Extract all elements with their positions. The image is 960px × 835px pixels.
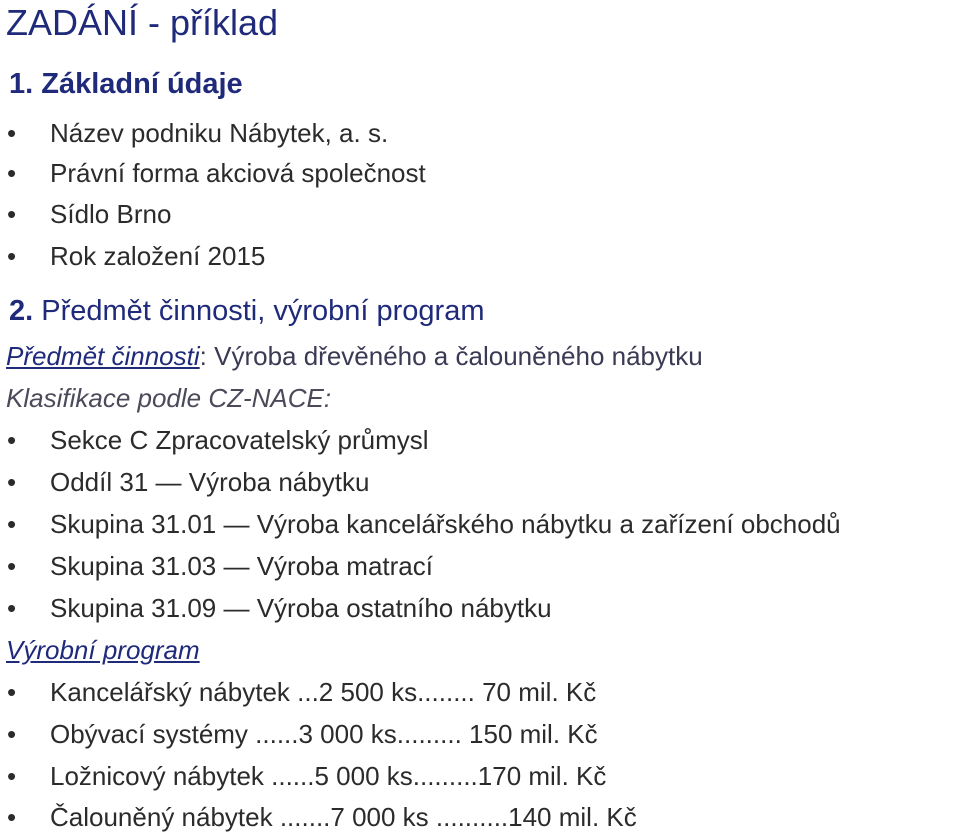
list-item-text: Obývací systémy ......3 000 ks......... 150 mil. Kč — [50, 719, 598, 749]
section-2-number: 2. — [9, 295, 34, 327]
page-title: ZADÁNÍ - příklad — [6, 2, 279, 43]
list-item-text: Sekce C Zpracovatelský průmysl — [50, 425, 429, 455]
bullet-icon: • — [7, 719, 17, 749]
section-1-heading: 1. Základní údaje — [9, 68, 243, 100]
bullet-icon: • — [7, 802, 17, 832]
classification-label: Klasifikace podle CZ-NACE: — [6, 383, 332, 413]
program-label-text: Výrobní program — [6, 635, 200, 665]
bullet-icon: • — [7, 241, 17, 271]
section-2-title: Předmět činnosti, výrobní program — [41, 295, 485, 327]
bullet-icon: • — [7, 425, 17, 455]
list-item-text: Skupina 31.09 — Výroba ostatního nábytku — [50, 593, 552, 623]
list-item-text: Název podniku Nábytek, a. s. — [50, 118, 389, 148]
list-item-text: Ložnicový nábytek ......5 000 ks.........170 mil. Kč — [50, 761, 607, 791]
bullet-icon: • — [7, 158, 17, 188]
activity-label: Předmět činnosti — [6, 341, 200, 371]
list-item-text: Skupina 31.03 — Výroba matrací — [50, 551, 433, 581]
bullet-icon: • — [7, 551, 17, 581]
section-2-heading — [9, 297, 485, 326]
list-item-text: Oddíl 31 — Výroba nábytku — [50, 467, 370, 497]
list-item-text: Čalouněný nábytek .......7 000 ks ..........140 mil. Kč — [50, 802, 637, 832]
list-item-text: Skupina 31.01 — Výroba kancelářského nábytku a zařízení obchodů — [50, 509, 841, 539]
bullet-icon: • — [7, 509, 17, 539]
bullet-icon: • — [7, 199, 17, 229]
list-item-text: Sídlo Brno — [50, 199, 172, 229]
activity-line — [6, 343, 703, 369]
list-item-text: Kancelářský nábytek ...2 500 ks........ 70 mil. Kč — [50, 677, 597, 707]
list-item-text: Právní forma akciová společnost — [50, 158, 426, 188]
bullet-icon: • — [7, 761, 17, 791]
bullet-icon: • — [7, 677, 17, 707]
program-label — [6, 637, 200, 663]
bullet-icon: • — [7, 467, 17, 497]
bullet-icon: • — [7, 593, 17, 623]
activity-text: : Výroba dřevěného a čalouněného nábytku — [199, 341, 703, 371]
list-item-text: Rok založení 2015 — [50, 241, 266, 271]
bullet-icon: • — [7, 118, 17, 148]
